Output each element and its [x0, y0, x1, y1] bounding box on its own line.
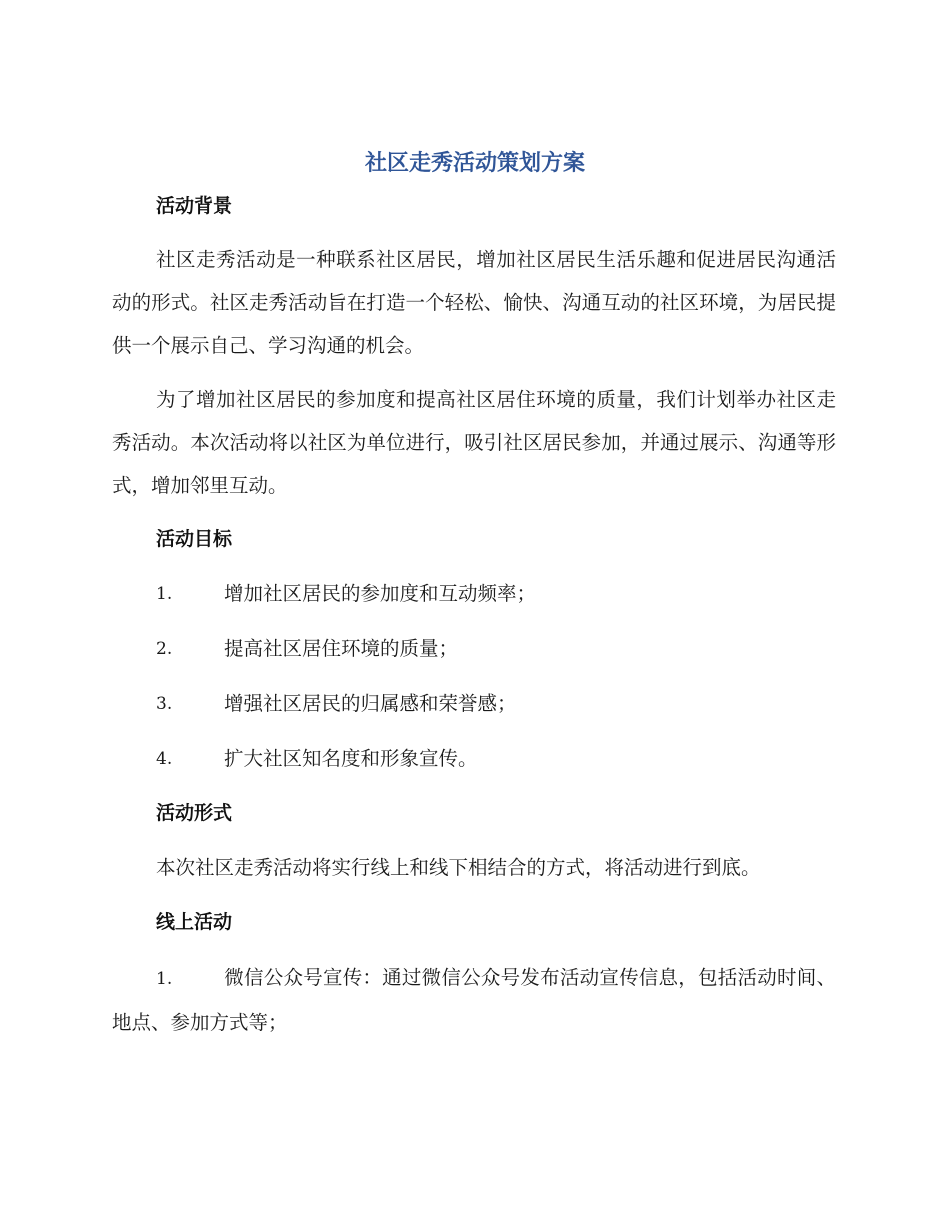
format-paragraph: 本次社区走秀活动将实行线上和线下相结合的方式，将活动进行到底。	[156, 856, 761, 879]
background-paragraph-1: 社区走秀活动是一种联系社区居民，增加社区居民生活乐趣和促进居民沟通活动的形式。社区走秀活动旨在打造一个轻松、愉快、沟通互动的社区环境，为居民提供一个展示自己、学习沟通的机会。	[112, 248, 836, 357]
list-text: 提高社区居住环境的质量；	[224, 637, 459, 660]
section-heading-format: 活动形式	[156, 802, 233, 824]
background-paragraph-2: 为了增加社区居民的参加度和提高社区居住环境的质量，我们计划举办社区走秀活动。本次活动将以社区为单位进行，吸引社区居民参加，并通过展示、沟通等形式，增加邻里互动。	[112, 388, 836, 497]
list-number: 4.	[156, 749, 173, 769]
list-number: 3.	[156, 694, 173, 714]
list-number: 2.	[156, 639, 173, 659]
list-text: 增加社区居民的参加度和互动频率；	[224, 582, 537, 605]
online-list-item	[112, 956, 836, 1044]
list-number: 1.	[156, 584, 173, 604]
list-text: 微信公众号宣传：通过微信公众号发布活动宣传信息，包括活动时间、地点、参加方式等；	[112, 966, 836, 1034]
list-text: 扩大社区知名度和形象宣传。	[224, 747, 478, 770]
list-number: 1.	[156, 969, 173, 989]
section-heading-goals: 活动目标	[156, 528, 233, 550]
document-title: 社区走秀活动策划方案	[364, 151, 585, 176]
list-text: 增强社区居民的归属感和荣誉感；	[224, 692, 517, 715]
section-heading-online: 线上活动	[156, 911, 233, 933]
section-heading-background: 活动背景	[156, 195, 233, 217]
